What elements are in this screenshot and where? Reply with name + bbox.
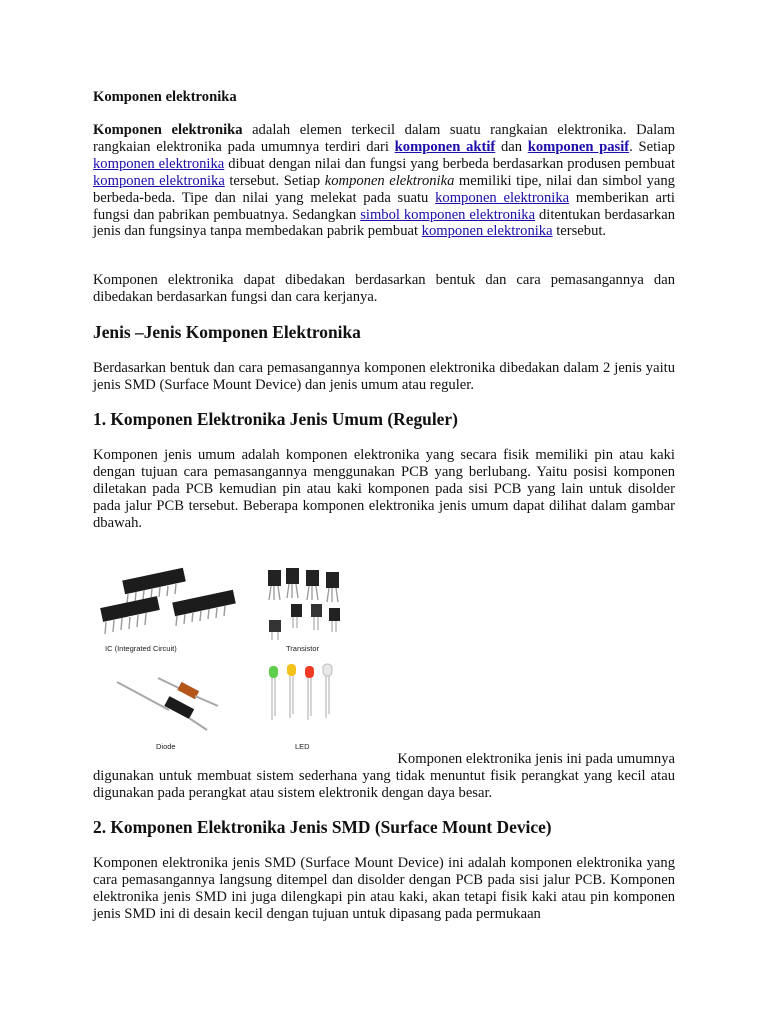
paragraph-smd: Komponen elektronika jenis SMD (Surface Mount Device) ini adalah komponen elektronika yang cara pemasangannya langsung ditempel dan disolder dengan PCB pada sisi jalur PCB. Komponen elektronika jenis SMD ini juga dilengkapi pin atau kaki, akan tetapi fisik kaki atau pin komponen jenis SMD ini di desain kecil dengan tujuan untuk dipasang pada permukaan: [93, 855, 675, 922]
caption-ic: IC (Integrated Circuit): [105, 644, 177, 653]
paragraph-smd-reguler: Berdasarkan bentuk dan cara pemasangannya komponen elektronika dibedakan dalam 2 jenis yaitu jenis SMD (Surface Mount Device) dan jenis umum atau reguler.: [93, 360, 675, 393]
intro-text: . Setiap: [629, 138, 675, 155]
intro-paragraph: [93, 122, 675, 240]
caption-transistor: Transistor: [286, 644, 320, 653]
intro-text: ditentukan berdasarkan jenis dan fungsinya tanpa membedakan pabrik pembuat: [93, 206, 675, 240]
heading-umum: 1. Komponen Elektronika Jenis Umum (Reguler): [93, 409, 458, 429]
intro-term: Komponen elektronika: [93, 122, 243, 138]
link-komponen-elektronika-4[interactable]: komponen elektronika: [421, 223, 553, 240]
diode-icon: [117, 678, 218, 730]
intro-text: adalah elemen terkecil dalam suatu rangkaian elektronika. Dalam rangkaian elektronika pada umumnya terdiri dari: [93, 122, 675, 155]
ic-chip-icon: [100, 596, 160, 634]
link-komponen-aktif[interactable]: komponen aktif: [394, 138, 496, 155]
link-komponen-pasif[interactable]: komponen pasif: [527, 138, 630, 155]
intro-text: dan: [495, 138, 528, 155]
link-komponen-elektronika-3[interactable]: komponen elektronika: [435, 189, 570, 206]
paragraph-after-figure-line1: Komponen elektronika jenis ini pada umumnya: [397, 751, 675, 767]
link-simbol-komponen[interactable]: simbol komponen elektronika: [360, 206, 536, 223]
components-illustration: [93, 560, 383, 760]
caption-led: LED: [295, 742, 310, 751]
intro-text: tersebut. Setiap: [224, 172, 325, 189]
heading-jenis: Jenis –Jenis Komponen Elektronika: [93, 322, 361, 342]
intro-text: memberikan arti fungsi dan pabrikan pembuatnya. Sedangkan: [93, 189, 675, 223]
intro-italic: komponen elektronika: [324, 172, 455, 189]
components-figure: [93, 560, 383, 760]
intro-text: dibuat dengan nilai dan fungsi yang berbeda berdasarkan produsen pembuat: [224, 155, 675, 172]
intro-text: memiliki tipe, nilai dan simbol yang berbeda-beda. Tipe dan nilai yang melekat pada suatu: [93, 172, 675, 206]
paragraph-umum: Komponen jenis umum adalah komponen elektronika yang secara fisik memiliki pin atau kaki dengan tujuan cara pemasangannya menggunakan PCB yang berlubang. Yaitu posisi komponen diletakan pada PCB kemudian pin atau kaki komponen pada sisi PCB yang lain untuk disolder pada jalur PCB tersebut. Beberapa komponen elektronika jenis umum dapat dilihat dalam gambar dbawah.: [93, 447, 675, 531]
transistor-icon: [268, 568, 340, 640]
page-title: Komponen elektronika: [93, 89, 237, 105]
heading-smd: 2. Komponen Elektronika Jenis SMD (Surface Mount Device): [93, 817, 552, 837]
intro-text: tersebut.: [552, 223, 607, 240]
paragraph-bentuk: Komponen elektronika dapat dibedakan berdasarkan bentuk dan cara pemasangannya dan dibedakan berdasarkan fungsi dan cara kerjanya.: [93, 272, 675, 305]
paragraph-after-figure: digunakan untuk membuat sistem sederhana yang tidak menuntut fisik perangkat yang kecil atau digunakan pada perangkat atau sistem elektronik dengan daya besar.: [93, 768, 675, 801]
led-icon: [269, 664, 332, 720]
link-komponen-elektronika-1[interactable]: komponen elektronika: [93, 155, 225, 172]
ic-chip-icon: [172, 590, 236, 626]
link-komponen-elektronika-2[interactable]: komponen elektronika: [93, 172, 225, 189]
caption-diode: Diode: [156, 742, 176, 751]
